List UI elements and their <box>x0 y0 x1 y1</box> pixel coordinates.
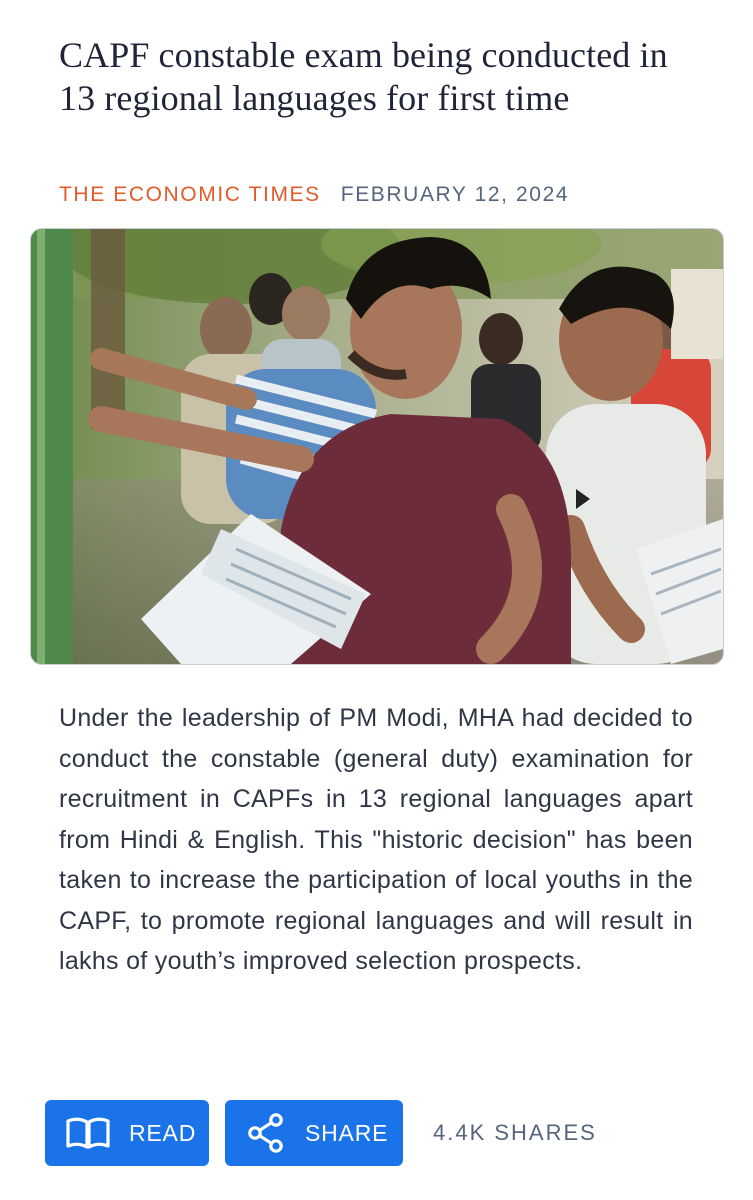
share-button-label: SHARE <box>305 1119 389 1146</box>
article-meta <box>59 182 569 208</box>
open-book-icon <box>65 1116 111 1150</box>
article-date: FEBRUARY 12, 2024 <box>340 183 570 206</box>
action-bar <box>45 1100 597 1166</box>
share-icon <box>247 1113 285 1153</box>
article-headline[interactable]: CAPF constable exam being conducted in 13 regional languages for first time <box>59 35 668 118</box>
article-source[interactable]: THE ECONOMIC TIMES <box>59 183 321 206</box>
share-button[interactable] <box>225 1100 403 1166</box>
read-button-label: READ <box>129 1119 197 1146</box>
share-count: 4.4K SHARES <box>433 1120 597 1145</box>
read-button[interactable] <box>45 1100 209 1166</box>
article-body: Under the leadership of PM Modi, MHA had decided to conduct the constable (general duty) examination for recruitment in CAPFs in 13 regional languages apart from Hindi & English. This "historic decision" has been taken to increase the participation of local youths in the CAPF, to promote regional languages and will result in lakhs of youth’s improved selection prospects. <box>59 704 693 975</box>
article-photo[interactable] <box>30 228 724 665</box>
